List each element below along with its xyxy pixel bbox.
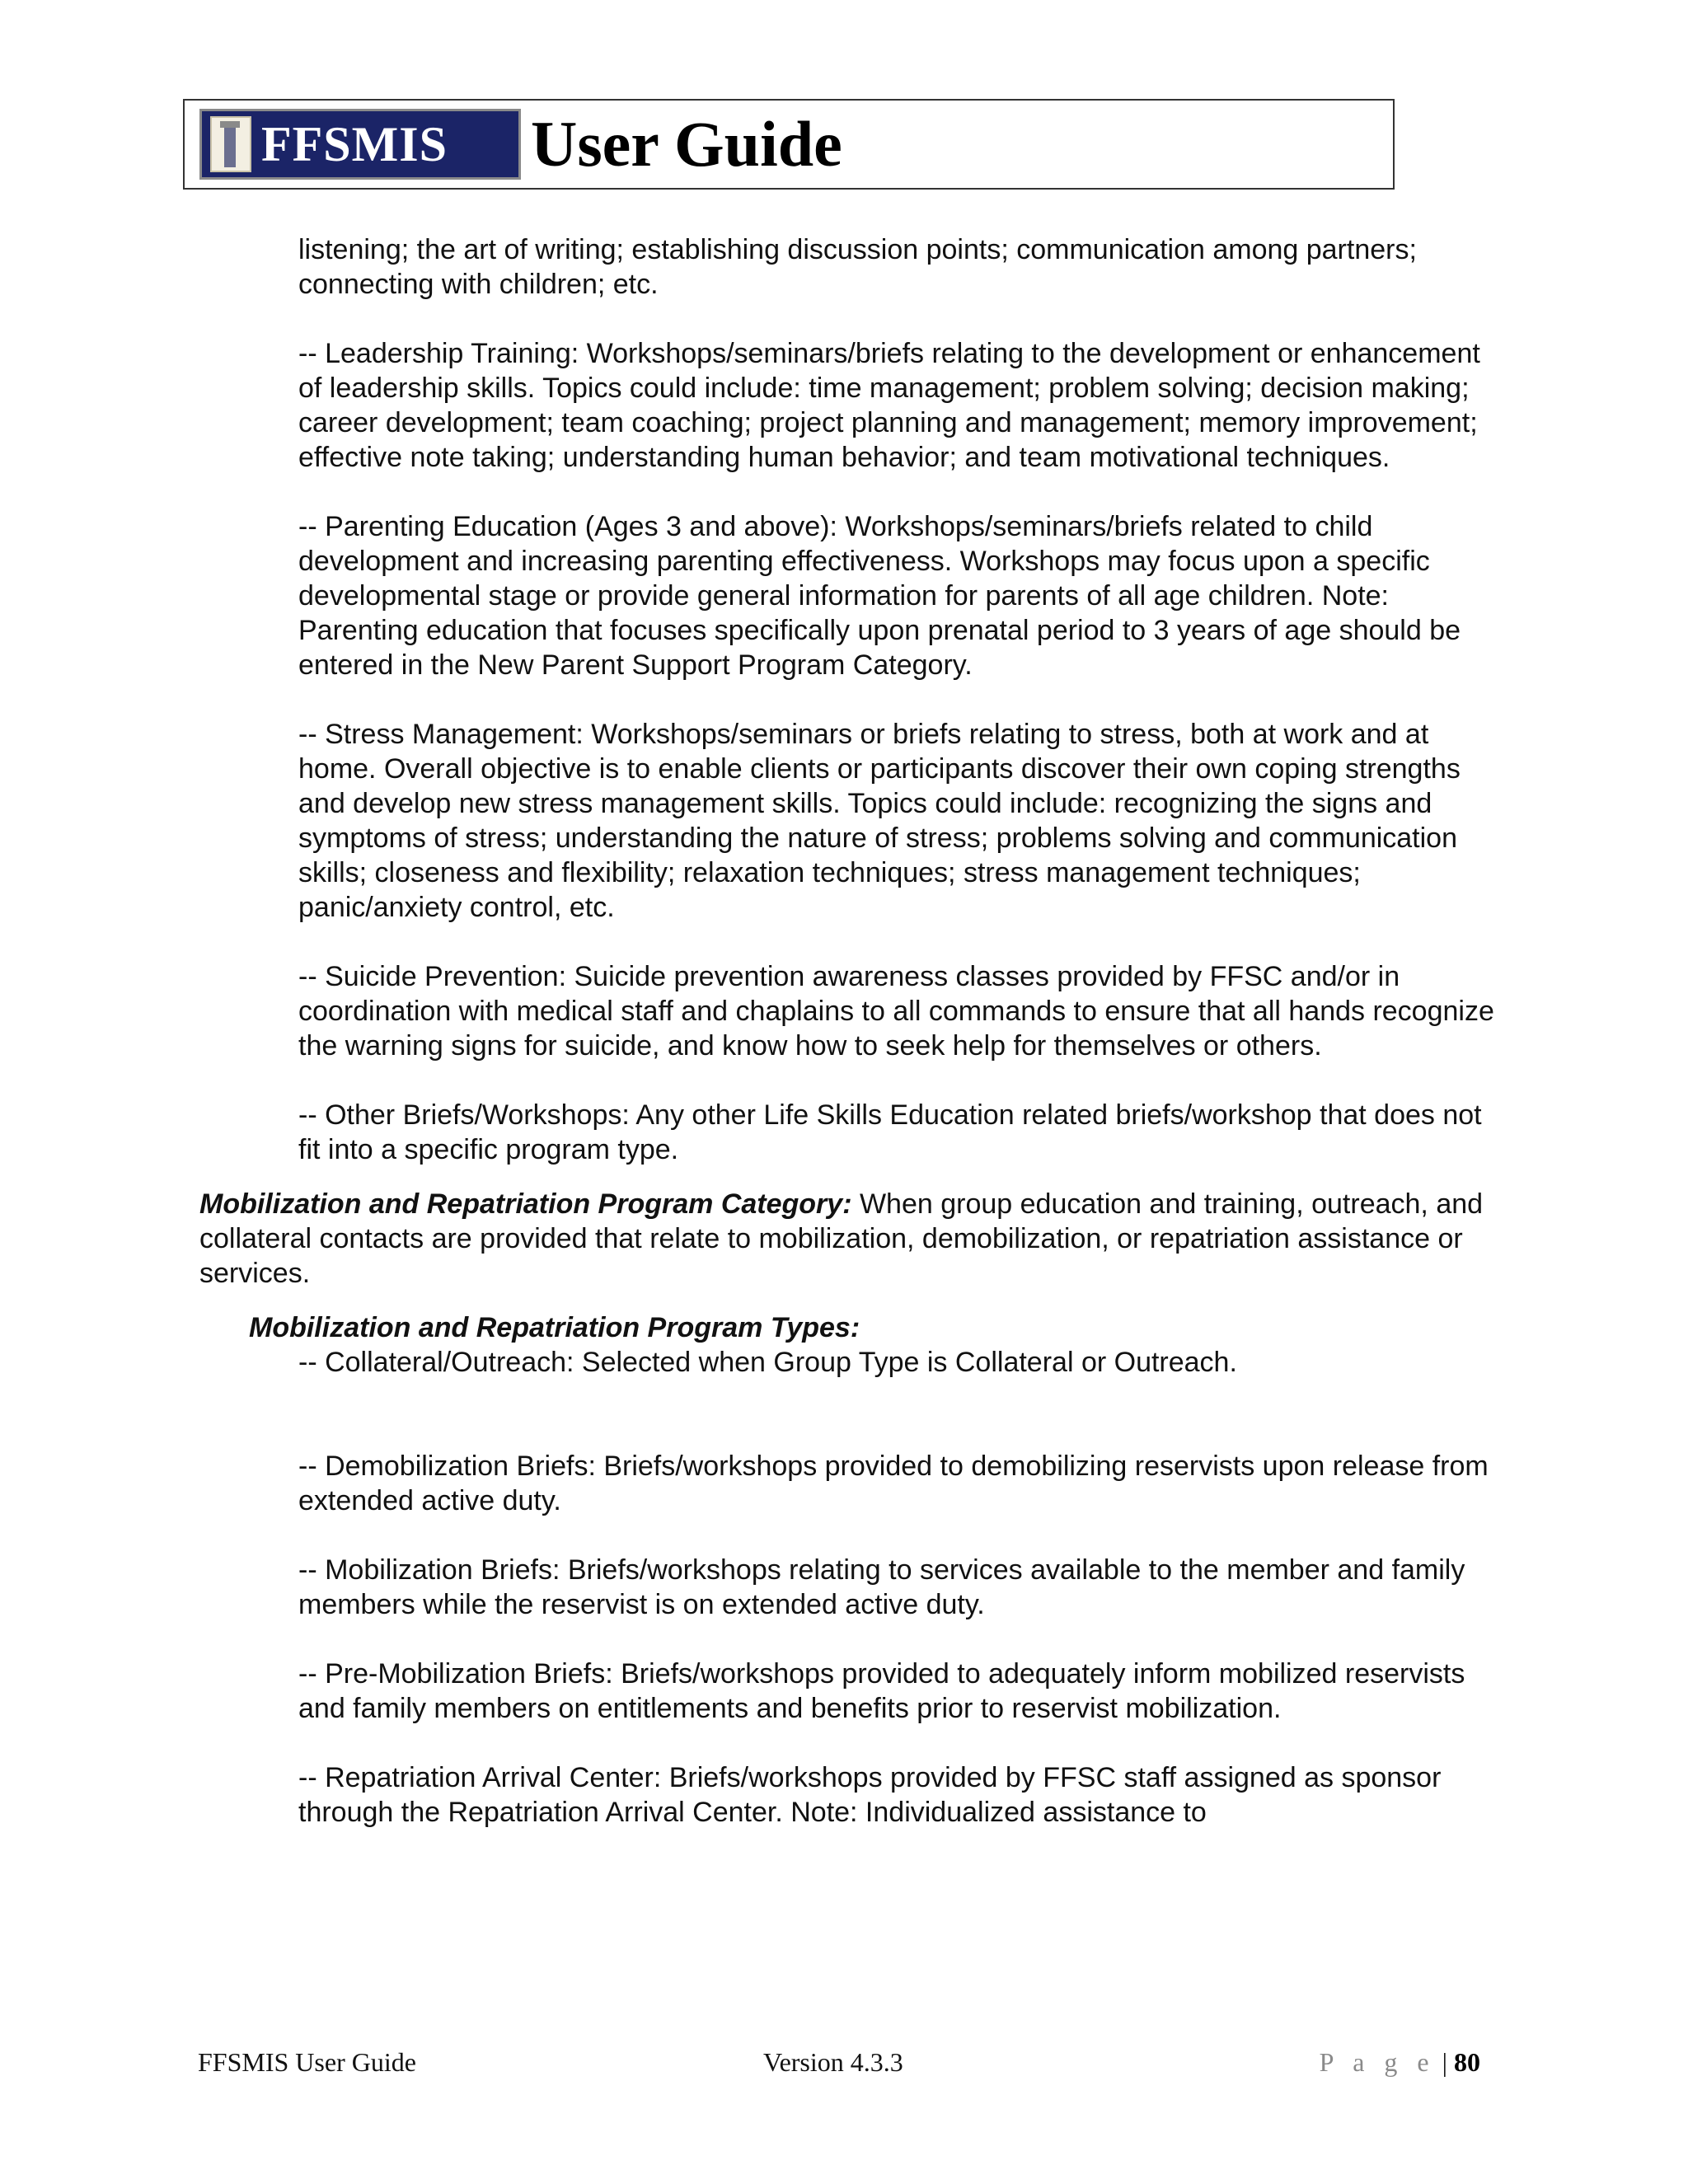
paragraph-premobilization-briefs: -- Pre-Mobilization Briefs: Briefs/workshops provided to adequately inform mobilized reservists and family members on entitlements and benefits prior to reservist mobilization. — [298, 1658, 1465, 1724]
mobilization-types-heading: Mobilization and Repatriation Program Types: — [249, 1312, 860, 1343]
paragraph-suicide-prevention: -- Suicide Prevention: Suicide prevention awareness classes provided by FFSC and/or in coordination with medical staff and chaplains to all commands to ensure that all hands recognize the warning signs for suicide, and know how to seek help for themselves or others. — [298, 961, 1494, 1062]
paragraph-stress-management: -- Stress Management: Workshops/seminars or briefs relating to stress, both at work and at home. Overall objective is to enable clients or participants discover their own coping strengths and develop new stress management skills. Topics could include: recognizing the signs and symptoms of stress; understanding the nature of stress; problems solving and communication skills; closeness and flexibility; relaxation techniques; stress management techniques; panic/anxiety control, etc. — [298, 719, 1461, 923]
footer-version: Version 4.3.3 — [763, 2047, 903, 2077]
paragraph-collateral-outreach: -- Collateral/Outreach: Selected when Group Type is Collateral or Outreach. — [298, 1347, 1237, 1378]
document-title: User Guide — [531, 108, 842, 180]
page-body — [0, 232, 1688, 1864]
mobilization-category-text: When group education and training, outreach, and collateral contacts are provided that relate to mobilization, demobilization, or repatriation assistance or services. — [199, 1188, 1484, 1289]
footer-document-name: FFSMIS User Guide — [198, 2047, 416, 2077]
paragraph-other-briefs: -- Other Briefs/Workshops: Any other Life Skills Education related briefs/workshop that does not fit into a specific program type. — [298, 1099, 1482, 1165]
mobilization-category-label: Mobilization and Repatriation Program Category: — [199, 1188, 852, 1220]
paragraph-parenting-education: -- Parenting Education (Ages 3 and above): Workshops/seminars/briefs related to child development and increasing parenting effectiveness. Workshops may focus upon a specific developmental stage or provide general information for parents of all age children. Note: Parenting education that focuses specifically upon prenatal period to 3 years of age should be entered in the New Parent Support Program Category. — [298, 511, 1461, 681]
page-label: P a g e — [1319, 2047, 1436, 2077]
page-separator: | — [1435, 2047, 1454, 2077]
paragraph-mobilization-category — [199, 1187, 1502, 1291]
ffsmis-logo — [199, 109, 521, 180]
paragraph-continuation: listening; the art of writing; establishing discussion points; communication among partners; connecting with children; etc. — [298, 234, 1417, 300]
page-footer — [0, 2047, 1688, 2080]
paragraph-demobilization-briefs: -- Demobilization Briefs: Briefs/workshops provided to demobilizing reservists upon release from extended active duty. — [298, 1451, 1489, 1516]
logo-text: FFSMIS — [261, 116, 448, 171]
paragraph-mobilization-briefs: -- Mobilization Briefs: Briefs/workshops relating to services available to the member and family members while the reservist is on extended active duty. — [298, 1554, 1465, 1620]
page-number: 80 — [1454, 2047, 1480, 2077]
header-banner — [183, 99, 1395, 190]
lighthouse-icon — [210, 116, 251, 172]
paragraph-repatriation-arrival-center: -- Repatriation Arrival Center: Briefs/workshops provided by FFSC staff assigned as sponsor through the Repatriation Arrival Center. Note: Individualized assistance to — [298, 1762, 1442, 1828]
paragraph-leadership-training: -- Leadership Training: Workshops/seminars/briefs relating to the development or enhancement of leadership skills. Topics could include: time management; problem solving; decision making; career development; team coaching; project planning and management; memory improvement; effective note taking; understanding human behavior; and team motivational techniques. — [298, 338, 1480, 473]
footer-page-indicator — [1320, 2047, 1480, 2078]
